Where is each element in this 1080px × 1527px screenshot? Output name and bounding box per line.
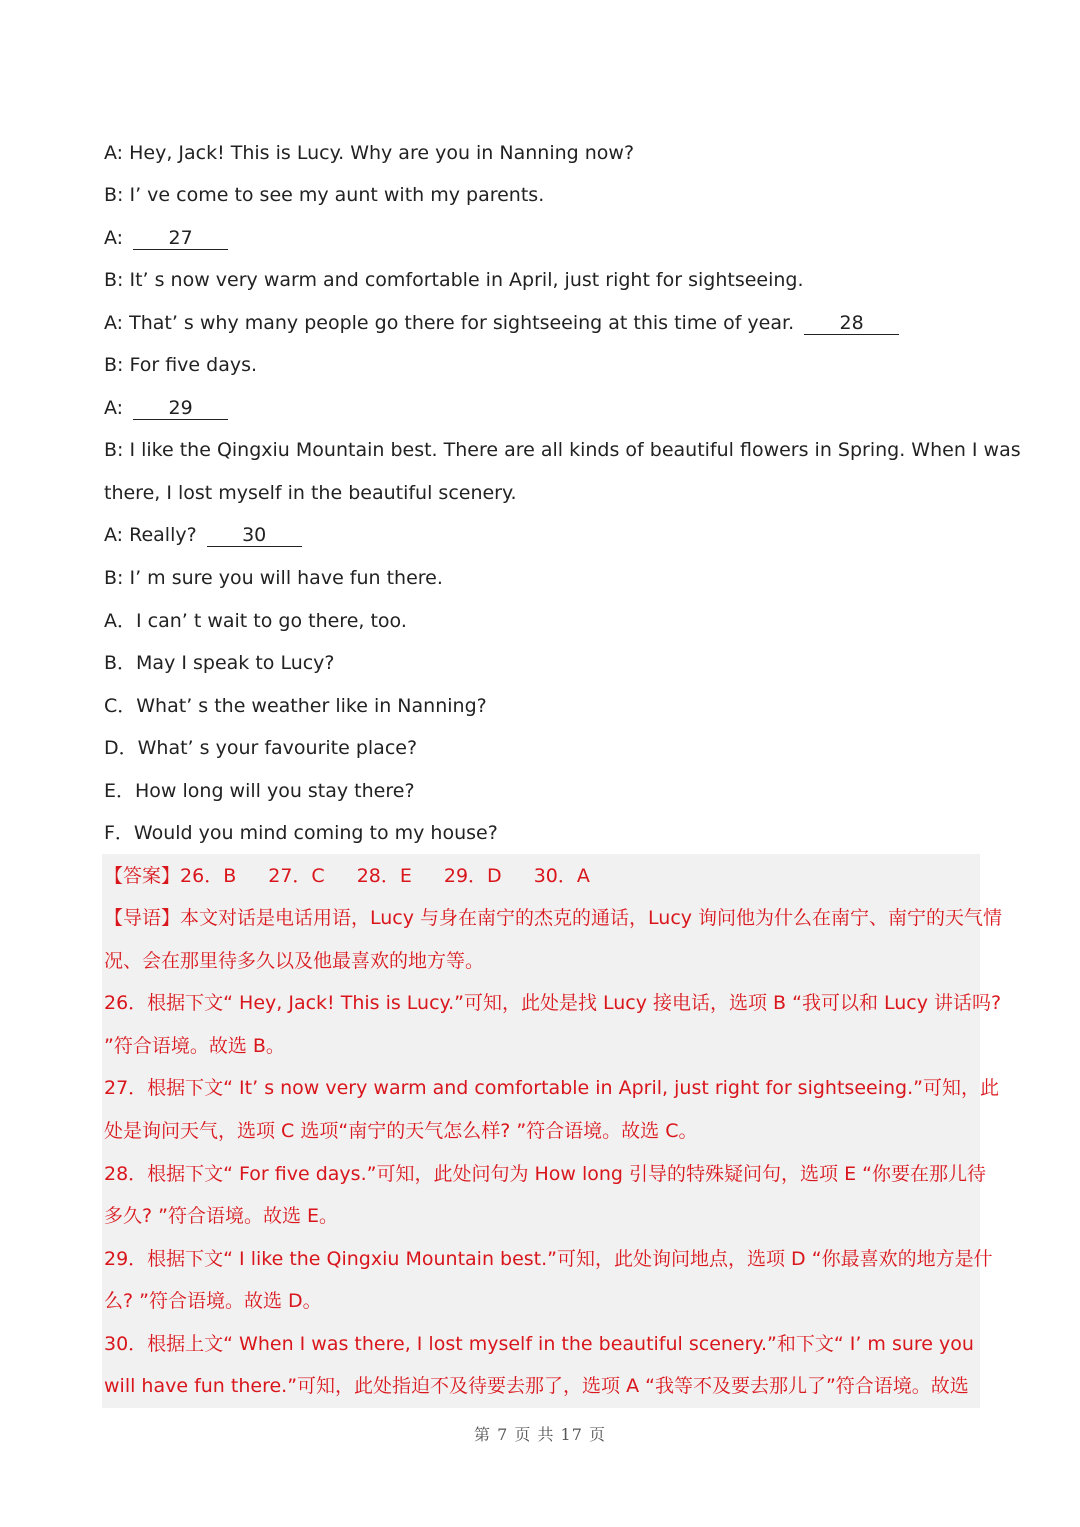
answer-blank-29: 29: [133, 397, 228, 420]
speaker-prefix: A:: [104, 397, 124, 419]
dialogue-line-3: [104, 225, 228, 251]
answer-blank-27: 27: [133, 227, 228, 250]
answer-item: 27．C: [268, 865, 325, 887]
explanation-line: 况、会在那里待多久以及他最喜欢的地方等。: [104, 950, 485, 972]
option-b: B．May I speak to Lucy?: [104, 652, 335, 674]
option-d: D．What’ s your favourite place?: [104, 737, 418, 759]
answer-blank-30: 30: [207, 524, 302, 547]
answer-item: 26．B: [180, 865, 237, 887]
explanation-line: 30．根据上文“ When I was there, I lost myself in the beautiful scenery.”和下文“ I’ m sure you: [104, 1333, 974, 1355]
explanation-line: 26．根据下文“ Hey, Jack! This is Lucy.”可知，此处是找 Lucy 接电话，选项 B “我可以和 Lucy 讲话吗?: [104, 992, 1002, 1014]
dialogue-line-4: B: It’ s now very warm and comfortable in April, just right for sightseeing.: [104, 269, 804, 291]
dialogue-line-11: B: I’ m sure you will have fun there.: [104, 567, 443, 589]
explanation-line: 29．根据下文“ I like the Qingxiu Mountain best.”可知，此处询问地点，选项 D “你最喜欢的地方是什: [104, 1248, 993, 1270]
option-c: C．What’ s the weather like in Nanning?: [104, 695, 487, 717]
dialogue-line-8: B: I like the Qingxiu Mountain best. There are all kinds of beautiful flowers in Spring. When I was: [104, 439, 1021, 461]
dialogue-line-7: [104, 395, 228, 421]
option-e: E．How long will you stay there?: [104, 780, 415, 802]
answer-item: 28．E: [356, 865, 412, 887]
option-f: F．Would you mind coming to my house?: [104, 822, 498, 844]
answer-blank-28: 28: [804, 312, 899, 335]
explanation-line: 多久? ”符合语境。故选 E。: [104, 1205, 339, 1227]
answer-key-line: [104, 863, 590, 889]
explanation-line: 处是询问天气，选项 C 选项“南宁的天气怎么样? ”符合语境。故选 C。: [104, 1120, 698, 1142]
dialogue-line-6: B: For five days.: [104, 354, 258, 376]
dialogue-line-5: [104, 310, 899, 336]
explanation-line: will have fun there.”可知，此处指迫不及待要去那了，选项 A “我等不及要去那儿了”符合语境。故选: [104, 1375, 969, 1397]
explanation-line: 28．根据下文“ For five days.”可知，此处问句为 How long 引导的特殊疑问句，选项 E “你要在那儿待: [104, 1163, 986, 1185]
dialogue-line-1: A: Hey, Jack! This is Lucy. Why are you in Nanning now?: [104, 142, 635, 164]
page-number-footer: 第 7 页 共 17 页: [474, 1425, 606, 1444]
dialogue-line-2: B: I’ ve come to see my aunt with my parents.: [104, 184, 545, 206]
answer-item: 29．D: [443, 865, 502, 887]
answer-label: 【答案】: [104, 865, 181, 887]
option-a: A．I can’ t wait to go there, too.: [104, 610, 407, 632]
explanation-line: 么? ”符合语境。故选 D。: [104, 1290, 322, 1312]
dialogue-text: A: Really?: [104, 524, 197, 546]
explanation-line: 【导语】本文对话是电话用语，Lucy 与身在南宁的杰克的通话，Lucy 询问他为什么在南宁、南宁的天气情: [104, 907, 1003, 929]
explanation-line: ”符合语境。故选 B。: [104, 1035, 285, 1057]
dialogue-text: A: That’ s why many people go there for sightseeing at this time of year.: [104, 312, 795, 334]
dialogue-line-9: there, I lost myself in the beautiful scenery.: [104, 482, 517, 504]
answer-item: 30．A: [533, 865, 590, 887]
explanation-line: 27．根据下文“ It’ s now very warm and comfortable in April, just right for sightseeing.”可知，此: [104, 1077, 999, 1099]
dialogue-line-10: [104, 522, 302, 548]
speaker-prefix: A:: [104, 227, 124, 249]
